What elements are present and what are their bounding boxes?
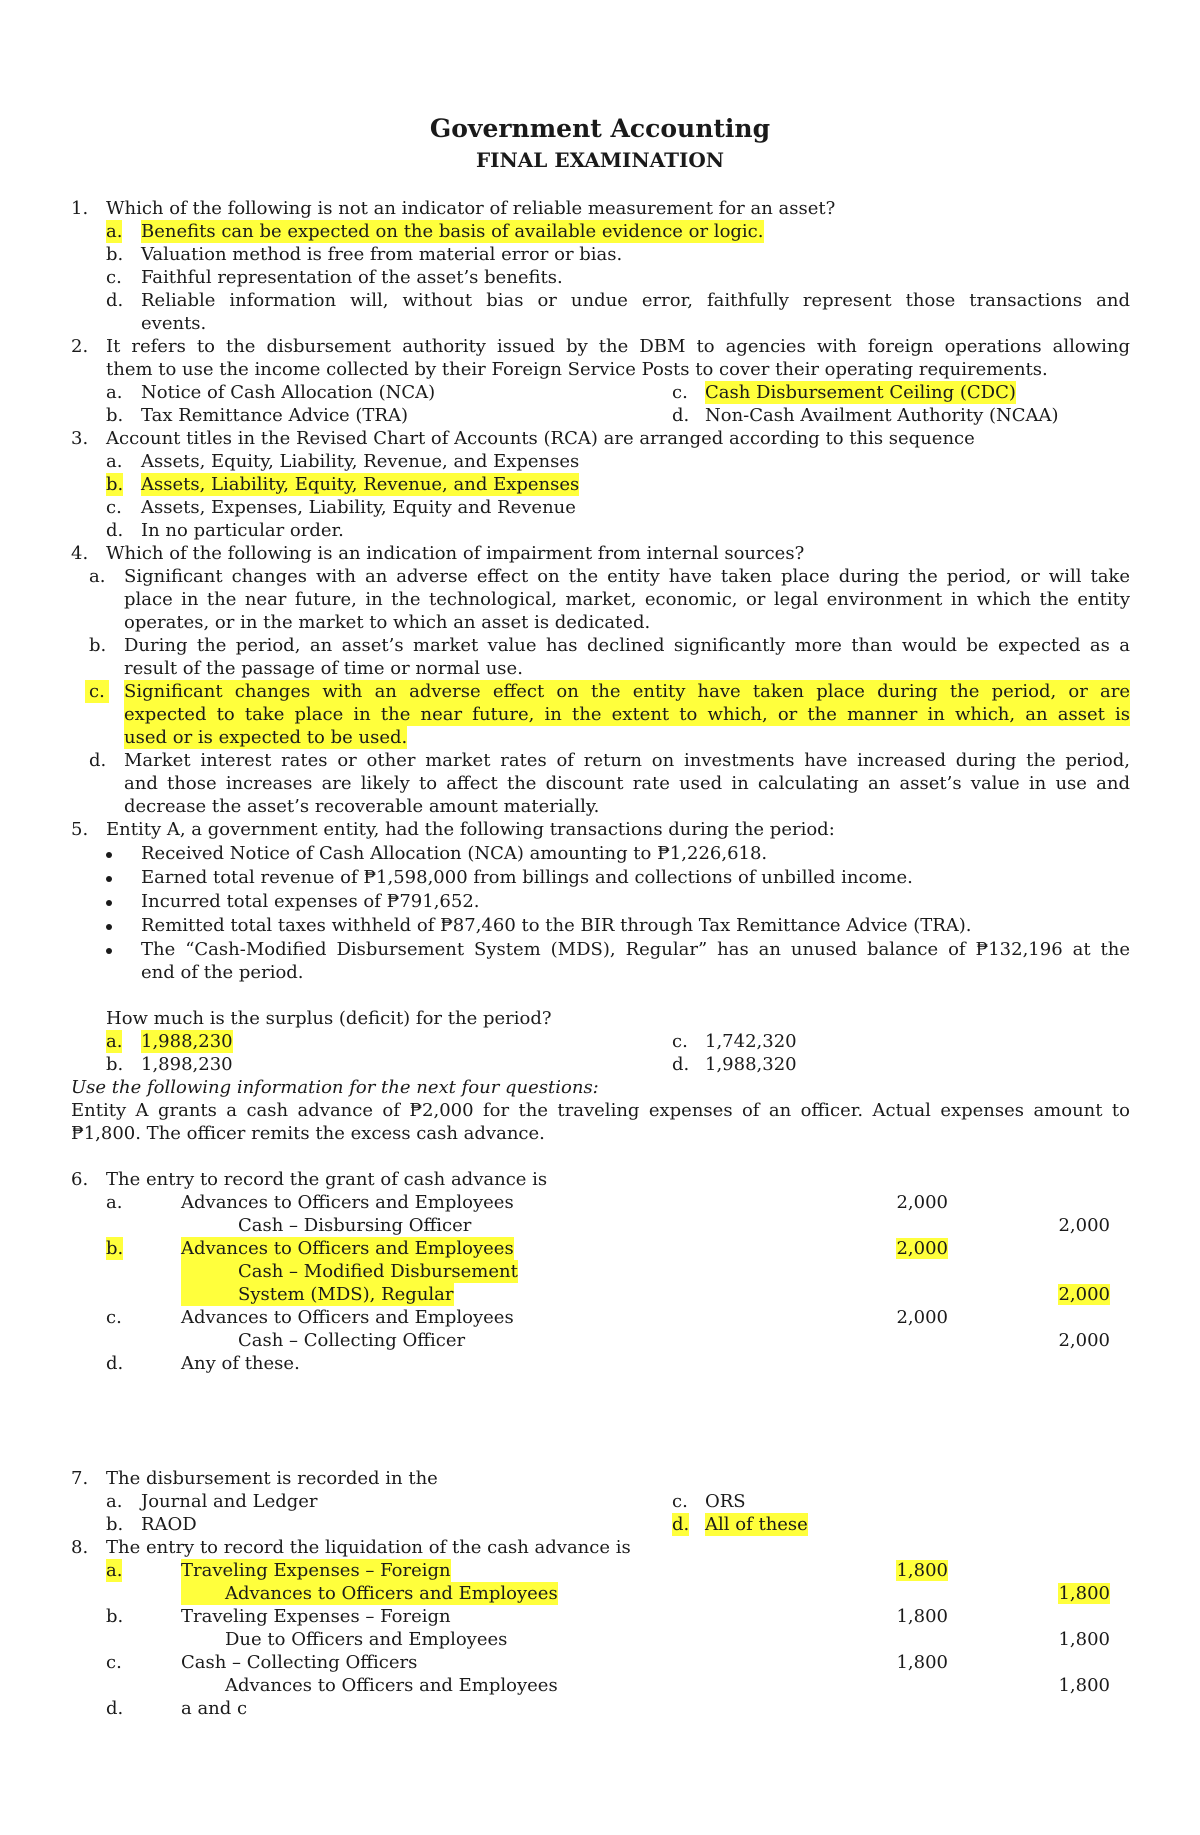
q2-c-answer: Cash Disbursement Ceiling (CDC) bbox=[705, 382, 1016, 403]
q5-d-option: 1,988,320 bbox=[705, 1054, 797, 1075]
q4-d-option-line1: Market interest rates or other market rates of return on investments have increased during the period, bbox=[124, 750, 1130, 771]
document-title: Government Accounting bbox=[429, 114, 771, 143]
info-line-1: Entity A grants a cash advance of ₱2,000 for the traveling expenses of an officer. Actual expenses amount to bbox=[71, 1100, 1130, 1121]
q3-number: 3. bbox=[71, 428, 89, 449]
q6-b-debit-amount-text: 2,000 bbox=[896, 1238, 948, 1259]
q7-c-option: ORS bbox=[705, 1491, 746, 1512]
q7-a-label: a. bbox=[106, 1491, 123, 1512]
bullet-icon bbox=[106, 924, 112, 930]
q5-bullet-2: Earned total revenue of ₱1,598,000 from billings and collections of unbilled income. bbox=[141, 867, 913, 888]
q7-b-option: RAOD bbox=[141, 1514, 197, 1535]
q2-d-option: Non-Cash Availment Authority (NCAA) bbox=[705, 405, 1059, 426]
q5-bullet-5: The “Cash-Modified Disbursement System (MDS), Regular” has an unused balance of ₱132,196 at the bbox=[141, 939, 1130, 960]
q3-d-label: d. bbox=[106, 520, 124, 541]
q6-c-credit-account: Cash – Collecting Officer bbox=[238, 1330, 466, 1351]
q8-question: The entry to record the liquidation of the cash advance is bbox=[106, 1537, 631, 1558]
q4-d-label: d. bbox=[89, 750, 107, 771]
q4-c-answer-line2: expected to take place in the near future, in the extent to which, or the manner in which, an asset is bbox=[124, 704, 1130, 725]
q2-number: 2. bbox=[71, 336, 89, 357]
q6-c-debit-account: Advances to Officers and Employees bbox=[181, 1307, 514, 1328]
q4-b-option-line1: During the period, an asset’s market value has declined significantly more than would be expected as a bbox=[124, 635, 1130, 656]
q4-a-label: a. bbox=[89, 566, 106, 587]
q8-b-credit-account: Due to Officers and Employees bbox=[225, 1629, 508, 1650]
q2-c-label: c. bbox=[672, 382, 688, 403]
q6-c-credit-amount: 2,000 bbox=[1058, 1330, 1110, 1351]
q5-sub-question: How much is the surplus (deficit) for the period? bbox=[106, 1008, 552, 1029]
q5-question: Entity A, a government entity, had the following transactions during the period: bbox=[106, 819, 835, 840]
q8-c-credit-amount: 1,800 bbox=[1058, 1675, 1110, 1696]
q4-b-option-line2: result of the passage of time or normal use. bbox=[124, 658, 523, 679]
q4-b-label: b. bbox=[89, 635, 107, 656]
q6-d-option: Any of these. bbox=[181, 1353, 300, 1374]
q8-a-label: a. bbox=[106, 1560, 123, 1581]
q6-b-credit-amount bbox=[1050, 1283, 1110, 1306]
q8-a-credit-account: Advances to Officers and Employees bbox=[181, 1582, 558, 1605]
q1-number: 1. bbox=[71, 198, 89, 219]
q7-d-answer: All of these bbox=[705, 1514, 808, 1535]
q3-a-label: a. bbox=[106, 451, 123, 472]
q5-a-label: a. bbox=[106, 1031, 123, 1052]
q6-b-debit-amount bbox=[888, 1237, 948, 1260]
q5-d-label: d. bbox=[672, 1054, 690, 1075]
q3-question: Account titles in the Revised Chart of Accounts (RCA) are arranged according to this sequence bbox=[106, 428, 975, 449]
q7-number: 7. bbox=[71, 1468, 89, 1489]
q1-d-option-line2: events. bbox=[141, 313, 207, 334]
q2-b-option: Tax Remittance Advice (TRA) bbox=[141, 405, 408, 426]
q5-bullet-3: Incurred total expenses of ₱791,652. bbox=[141, 891, 480, 912]
q3-c-label: c. bbox=[106, 497, 122, 518]
q5-c-label: c. bbox=[672, 1031, 688, 1052]
q6-b-label: b. bbox=[106, 1238, 124, 1259]
q4-number: 4. bbox=[71, 543, 89, 564]
q6-question: The entry to record the grant of cash advance is bbox=[106, 1169, 548, 1190]
q5-a-answer: 1,988,230 bbox=[141, 1031, 233, 1052]
q6-number: 6. bbox=[71, 1169, 89, 1190]
q6-b-credit-amount-text: 2,000 bbox=[1058, 1284, 1110, 1305]
q7-c-label: c. bbox=[672, 1491, 688, 1512]
q8-b-credit-amount: 1,800 bbox=[1058, 1629, 1110, 1650]
q3-b-answer: Assets, Liability, Equity, Revenue, and Expenses bbox=[141, 474, 580, 495]
q8-a-debit-account: Traveling Expenses – Foreign bbox=[181, 1560, 451, 1581]
q6-a-debit-amount: 2,000 bbox=[896, 1192, 948, 1213]
q4-a-option-line2: place in the near future, in the technological, market, economic, or legal environment in which the entity bbox=[124, 589, 1130, 610]
info-line-2: ₱1,800. The officer remits the excess cash advance. bbox=[71, 1123, 545, 1144]
q6-c-debit-amount: 2,000 bbox=[896, 1307, 948, 1328]
q5-b-label: b. bbox=[106, 1054, 124, 1075]
q8-c-label: c. bbox=[106, 1652, 122, 1673]
q3-b-label: b. bbox=[106, 474, 124, 495]
q5-number: 5. bbox=[71, 819, 89, 840]
q7-d-label: d. bbox=[672, 1514, 690, 1535]
q4-c-label: c. bbox=[85, 680, 109, 703]
q1-a-label: a. bbox=[106, 221, 123, 242]
q5-bullet-4: Remitted total taxes withheld of ₱87,460 to the BIR through Tax Remittance Advice (TRA). bbox=[141, 915, 972, 936]
q1-question: Which of the following is not an indicator of reliable measurement for an asset? bbox=[106, 198, 836, 219]
q6-a-credit-account: Cash – Disbursing Officer bbox=[238, 1215, 472, 1236]
q1-b-label: b. bbox=[106, 244, 124, 265]
q8-a-credit-amount-text: 1,800 bbox=[1058, 1583, 1110, 1604]
document-subtitle: FINAL EXAMINATION bbox=[475, 148, 725, 172]
q1-d-option-line1: Reliable information will, without bias or undue error, faithfully represent those transactions and bbox=[141, 290, 1130, 311]
q4-d-option-line2: and those increases are likely to affect the discount rate used in calculating an asset’s value in use and bbox=[124, 773, 1130, 794]
bullet-icon bbox=[106, 900, 112, 906]
q8-a-debit-amount-text: 1,800 bbox=[896, 1560, 948, 1581]
q4-c-answer-line3: used or is expected to be used. bbox=[124, 727, 408, 748]
q2-question-line2: them to use the income collected by their Foreign Service Posts to cover their operating requirements. bbox=[106, 359, 1048, 380]
q6-c-label: c. bbox=[106, 1307, 122, 1328]
q8-d-label: d. bbox=[106, 1698, 124, 1719]
q2-a-option: Notice of Cash Allocation (NCA) bbox=[141, 382, 436, 403]
q8-c-debit-amount: 1,800 bbox=[896, 1652, 948, 1673]
q2-a-label: a. bbox=[106, 382, 123, 403]
q8-d-option: a and c bbox=[181, 1698, 248, 1719]
q4-question: Which of the following is an indication of impairment from internal sources? bbox=[106, 543, 805, 564]
q8-b-debit-account: Traveling Expenses – Foreign bbox=[181, 1606, 451, 1627]
q4-d-option-line3: decrease the asset’s recoverable amount materially. bbox=[124, 796, 600, 817]
q7-question: The disbursement is recorded in the bbox=[106, 1468, 438, 1489]
q2-b-label: b. bbox=[106, 405, 124, 426]
q5-c-option: 1,742,320 bbox=[705, 1031, 797, 1052]
q3-a-option: Assets, Equity, Liability, Revenue, and Expenses bbox=[141, 451, 580, 472]
q6-b-debit-account: Advances to Officers and Employees bbox=[181, 1238, 514, 1259]
q5-bullet-1: Received Notice of Cash Allocation (NCA) amounting to ₱1,226,618. bbox=[141, 843, 768, 864]
q2-d-label: d. bbox=[672, 405, 690, 426]
q4-c-answer-line1: Significant changes with an adverse effect on the entity have taken place during the period, or are bbox=[124, 681, 1130, 702]
bullet-icon bbox=[106, 876, 112, 882]
q5-bullet-5-cont: end of the period. bbox=[141, 962, 304, 983]
q6-d-label: d. bbox=[106, 1353, 124, 1374]
q6-b-credit-account-line1: Cash – Modified Disbursement bbox=[181, 1260, 518, 1283]
q7-a-option: Journal and Ledger bbox=[141, 1491, 318, 1512]
q8-a-credit-amount bbox=[1050, 1582, 1110, 1605]
q4-a-option-line1: Significant changes with an adverse effect on the entity have taken place during the period, or will take bbox=[124, 566, 1130, 587]
q7-b-label: b. bbox=[106, 1514, 124, 1535]
q2-question-line1: It refers to the disbursement authority issued by the DBM to agencies with foreign operations allowing bbox=[106, 336, 1130, 357]
q1-d-label: d. bbox=[106, 290, 124, 311]
q3-d-option: In no particular order. bbox=[141, 520, 344, 541]
q6-a-debit-account: Advances to Officers and Employees bbox=[181, 1192, 514, 1213]
q8-b-label: b. bbox=[106, 1606, 124, 1627]
q6-b-credit-account-line2: System (MDS), Regular bbox=[181, 1283, 454, 1306]
q4-a-option-line3: operates, or in the market to which an asset is dedicated. bbox=[124, 612, 651, 633]
q6-a-credit-amount: 2,000 bbox=[1058, 1215, 1110, 1236]
q5-b-option: 1,898,230 bbox=[141, 1054, 233, 1075]
q1-c-option: Faithful representation of the asset’s benefits. bbox=[141, 267, 563, 288]
bullet-icon bbox=[106, 852, 112, 858]
q1-a-answer: Benefits can be expected on the basis of available evidence or logic. bbox=[141, 221, 764, 242]
bullet-icon bbox=[106, 948, 112, 954]
info-heading: Use the following information for the next four questions: bbox=[71, 1077, 599, 1098]
q3-c-option: Assets, Expenses, Liability, Equity and Revenue bbox=[141, 497, 576, 518]
q1-c-label: c. bbox=[106, 267, 122, 288]
q8-c-credit-account: Advances to Officers and Employees bbox=[225, 1675, 558, 1696]
q6-a-label: a. bbox=[106, 1192, 123, 1213]
q8-a-debit-amount bbox=[888, 1559, 948, 1582]
q1-b-option: Valuation method is free from material error or bias. bbox=[141, 244, 623, 265]
q8-number: 8. bbox=[71, 1537, 89, 1558]
q8-c-debit-account: Cash – Collecting Officers bbox=[181, 1652, 418, 1673]
q8-b-debit-amount: 1,800 bbox=[896, 1606, 948, 1627]
